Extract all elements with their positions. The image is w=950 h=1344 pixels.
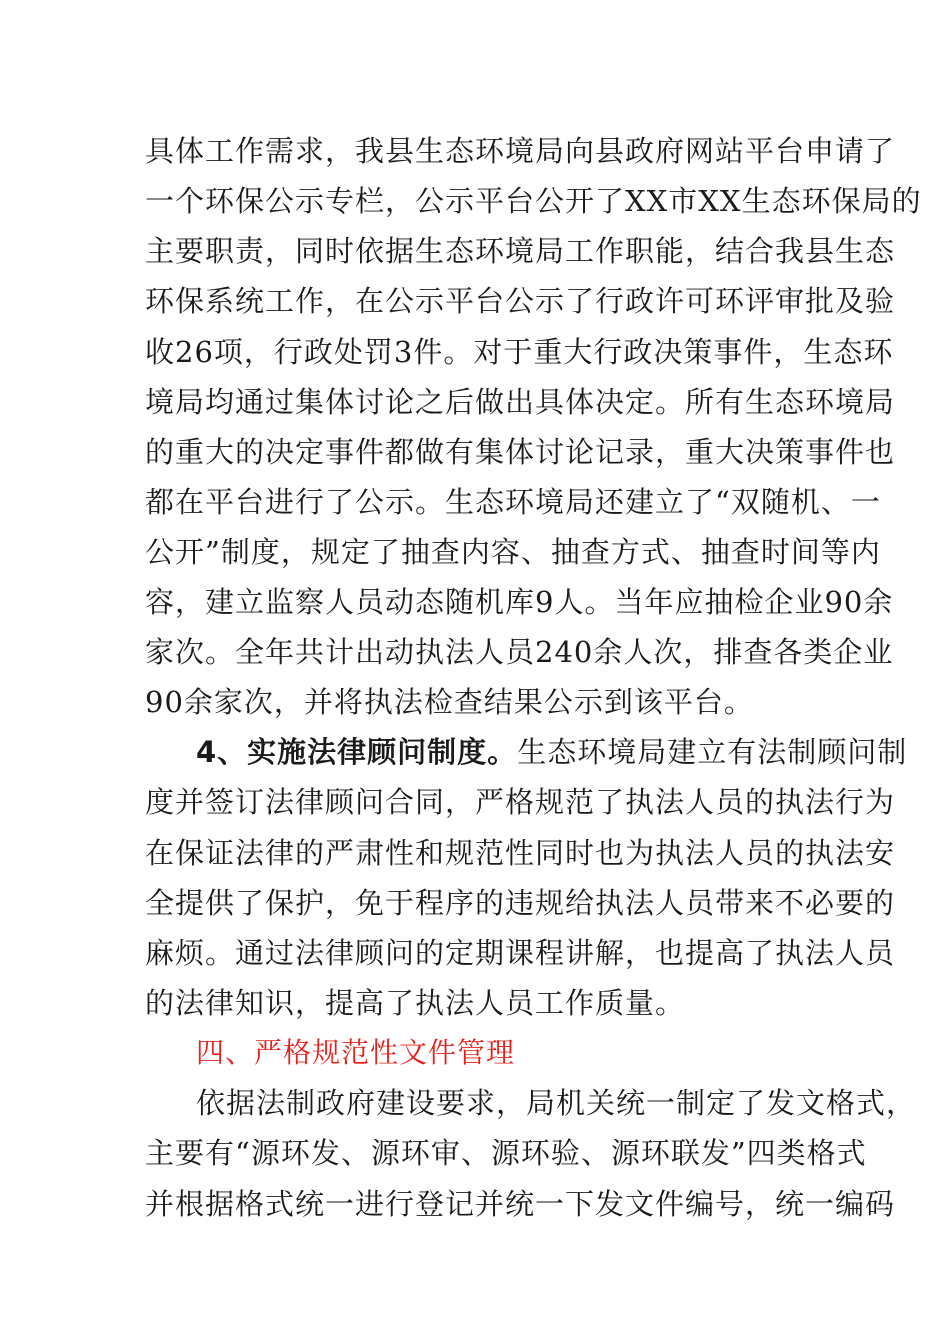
section-heading: 四、严格规范性文件管理 <box>196 1036 516 1069</box>
paragraph-line: 并根据格式统一进行登记并统一下发文件编号，统一编码 <box>145 1187 896 1221</box>
paragraph-line: 公开”制度，规定了抽查内容、抽查方式、抽查时间等内 <box>145 535 881 569</box>
paragraph-line: 环保系统工作，在公示平台公示了行政许可环评审批及验 <box>145 284 896 318</box>
paragraph-line: 家次。全年共计出动执法人员240余人次，排查各类企业 <box>145 635 894 669</box>
paragraph-text: 生态环境局建立有法制顾问制 <box>517 735 908 769</box>
paragraph-line: 具体工作需求，我县生态环境局向县政府网站平台申请了 <box>145 134 896 168</box>
paragraph-line: 都在平台进行了公示。生态环境局还建立了“双随机、一 <box>145 485 881 519</box>
paragraph-line: 度并签订法律顾问合同，严格规范了执法人员的执法行为 <box>145 785 896 819</box>
paragraph-line: 容，建立监察人员动态随机库9人。当年应抽检企业90余 <box>145 585 894 619</box>
paragraph-line: 一个环保公示专栏，公示平台公开了XX市XX生态环保局的 <box>145 184 922 218</box>
paragraph-line: 麻烦。通过法律顾问的定期课程讲解，也提高了执法人员 <box>145 936 896 970</box>
paragraph-line: 收26项，行政处罚3件。对于重大行政决策事件，生态环 <box>145 335 894 369</box>
paragraph-line: 在保证法律的严肃性和规范性同时也为执法人员的执法安 <box>145 836 896 870</box>
paragraph-line: 的法律知识，提高了执法人员工作质量。 <box>145 986 686 1020</box>
paragraph-line: 90余家次，并将执法检查结果公示到该平台。 <box>145 685 754 719</box>
paragraph-line: 境局均通过集体讨论之后做出具体决定。所有生态环境局 <box>145 385 896 419</box>
paragraph-line-with-lead <box>196 734 908 770</box>
bold-lead-heading: 4、实施法律顾问制度。 <box>196 735 518 769</box>
paragraph-line: 主要职责，同时依据生态环境局工作职能，结合我县生态 <box>145 234 896 268</box>
paragraph-line: 依据法制政府建设要求，局机关统一制定了发文格式， <box>196 1086 917 1120</box>
paragraph-line: 主要有“源环发、源环审、源环验、源环联发”四类格式 <box>145 1136 867 1170</box>
paragraph-line: 的重大的决定事件都做有集体讨论记录，重大决策事件也 <box>145 435 896 469</box>
paragraph-line: 全提供了保护，免于程序的违规给执法人员带来不必要的 <box>145 886 896 920</box>
